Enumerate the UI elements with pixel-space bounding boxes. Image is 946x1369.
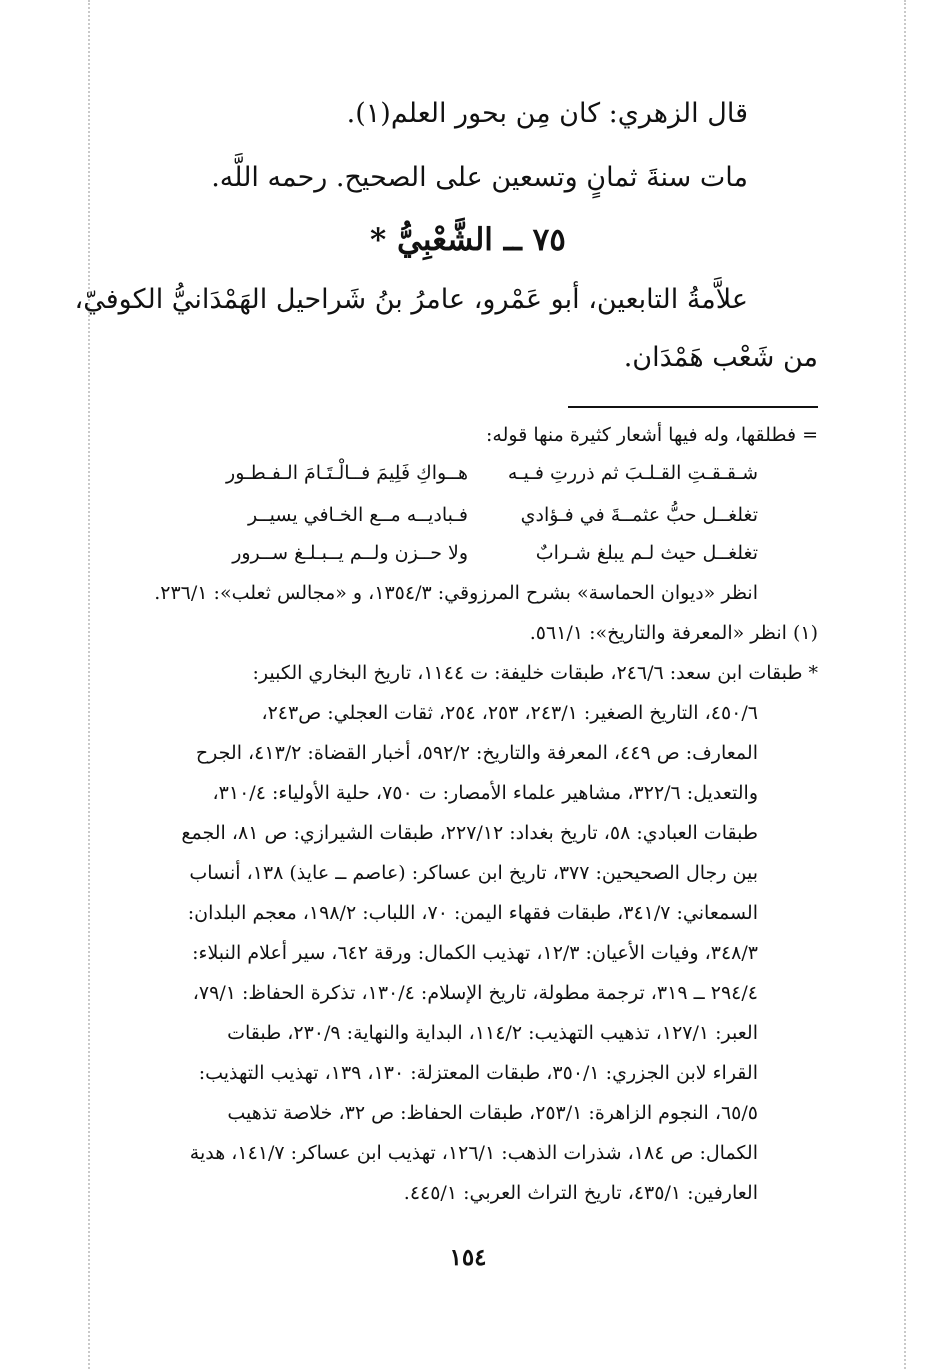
main-line-3: علاَّمةُ التابعين، أبو عَمْرو، عامرُ بنُ شَراحيل الهَمْدَانيُّ الكوفيّ، xyxy=(74,284,748,315)
sources-line: ٣٤٨/٣، وفيات الأعيان: ١٢/٣، تهذيب الكمال: ورقة ٦٤٢، سير أعلام النبلاء: xyxy=(192,942,758,964)
sources-line: والتعديل: ٣٢٢/٦، مشاهير علماء الأمصار: ت ٧٥٠، حلية الأولياء: ٣١٠/٤، xyxy=(212,782,758,804)
main-line-2: مات سنةَ ثمانٍ وتسعين على الصحيح. رحمه اللَّه. xyxy=(211,162,748,193)
sources-line: الكمال: ص ١٨٤، شذرات الذهب: ١٢٦/١، تهذيب ابن عساكر: ١٤١/٧، هدية xyxy=(189,1142,758,1164)
main-line-1: قال الزهري: كان مِن بحور العلم(١). xyxy=(346,98,748,129)
footnote-1: (١) انظر «المعرفة والتاريخ»: ٥٦١/١. xyxy=(529,622,818,644)
sources-line: ٢٩٤/٤ ــ ٣١٩، ترجمة مطولة، تاريخ الإسلام: ١٣٠/٤، تذكرة الحفاظ: ٧٩/١، xyxy=(192,982,758,1004)
verse-1-first-hemistich: شـقـقـتِ القـلـبَ ثم ذررتِ فـيـه xyxy=(507,462,758,484)
section-heading: ٧٥ ــ الشَّعْبِيُّ * xyxy=(370,222,566,258)
sources-line: المعارف: ص ٤٤٩، المعرفة والتاريخ: ٥٩٢/٢، أخبار القضاة: ٤١٣/٢، الجرح xyxy=(195,742,758,764)
sources-line: بين رجال الصحيحين: ٣٧٧، تاريخ ابن عساكر: (عاصم ــ عايذ) ١٣٨، أنساب xyxy=(189,862,758,884)
sources-line: العبر: ١٢٧/١، تذهيب التهذيب: ١١٤/٢، البداية والنهاية: ٢٣٠/٩، طبقات xyxy=(227,1022,758,1044)
sources-line: السمعاني: ٣٤١/٧، طبقات فقهاء اليمن: ٧٠، اللباب: ١٩٨/٢، معجم البلدان: xyxy=(187,902,758,924)
sources-line: * طبقات ابن سعد: ٢٤٦/٦، طبقات خليفة: ت ١١٤٤، تاريخ البخاري الكبير: xyxy=(252,662,818,684)
footnote-prev-reference: انظر «ديوان الحماسة» بشرح المرزوقي: ١٣٥٤/٣، و «مجالس ثعلب»: ٢٣٦/١. xyxy=(154,582,758,604)
sources-line: القراء لابن الجزري: ٣٥٠/١، طبقات المعتزلة: ١٣٠، ١٣٩، تهذيب التهذيب: xyxy=(198,1062,758,1084)
verse-1-second-hemistich: هــواكِ فَلِيمَ فــالْـتَـامَ الـفـطـور xyxy=(226,462,468,484)
footnote-separator xyxy=(568,406,818,408)
verse-3-second-hemistich: ولا حــزن ولــم يــبـلـغ ســرور xyxy=(232,542,468,564)
page-number: ١٥٤ xyxy=(449,1244,487,1271)
sources-line: طبقات العبادي: ٥٨، تاريخ بغداد: ٢٢٧/١٢، طبقات الشيرازي: ص ٨١، الجمع xyxy=(181,822,758,844)
left-edge-dots xyxy=(88,0,90,1369)
sources-line: العارفين: ٤٣٥/١، تاريخ التراث العربي: ٤٤٥/١. xyxy=(403,1182,758,1204)
right-edge-dots xyxy=(904,0,906,1369)
verse-2-first-hemistich: تغلغــل حبُّ عثمــةَ في فـؤادي xyxy=(520,504,758,526)
sources-line: ٦٥/٥، النجوم الزاهرة: ٢٥٣/١، طبقات الحفاظ: ص ٣٢، خلاصة تذهيب xyxy=(227,1102,758,1124)
verse-3-first-hemistich: تغلغــل حيث لـم يبلغ شـرابٌ xyxy=(535,542,758,564)
verse-2-second-hemistich: فـباديــه مــع الخـافي يسيــر xyxy=(248,504,468,526)
footnote-prev-intro: = فطلقها، وله فيها أشعار كثيرة منها قوله: xyxy=(486,424,818,446)
sources-line: ٤٥٠/٦، التاريخ الصغير: ٢٤٣/١، ٢٥٣، ٢٥٤، ثقات العجلي: ص٢٤٣، xyxy=(261,702,758,724)
book-page xyxy=(74,0,818,1369)
main-line-4: من شَعْب هَمْدَان. xyxy=(623,342,818,373)
